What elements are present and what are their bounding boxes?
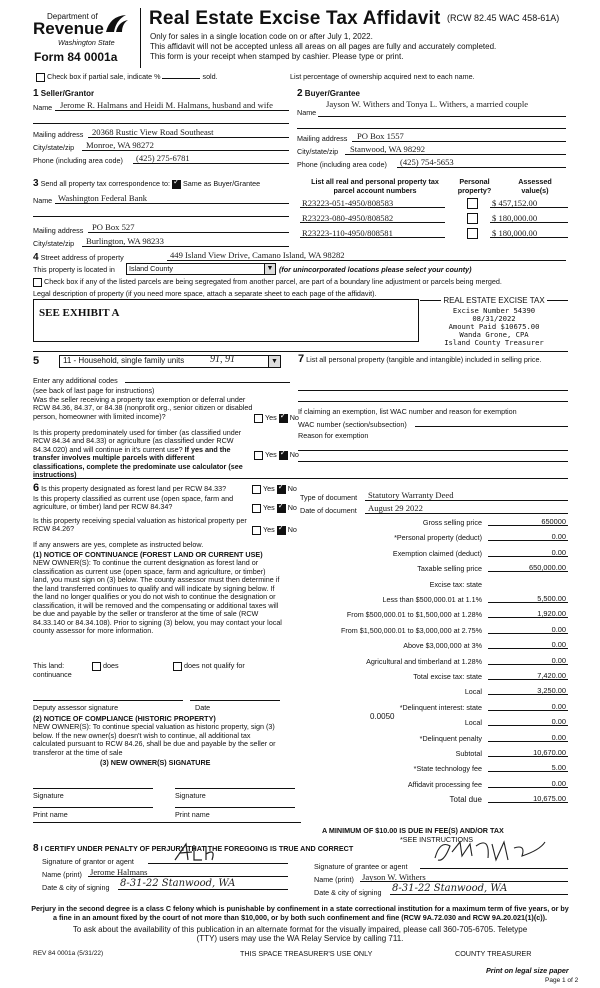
certification-statement: I CERTIFY UNDER PENALTY OF PERJURY THAT THE FOREGOING IS TRUE AND CORRECT: [40, 844, 354, 853]
parcel-number[interactable]: R23223-051-4950/808583: [302, 198, 394, 208]
doc-date-label: Date of document: [300, 506, 357, 515]
legal-label: Legal description of property (if you need more space, attach a separate sheet to each page of the affidavit).: [33, 289, 377, 298]
same-as-buyer-label: Same as Buyer/Grantee: [183, 179, 261, 188]
alt-format-note-1: To ask about the availability of this publication in an alternate format for the visually impaired, please call 360-705-6705. Teletype: [72, 925, 528, 934]
rcw-ref: (RCW 82.45 WAC 458-61A): [447, 13, 560, 23]
personal-property-checkbox[interactable]: [467, 198, 478, 209]
owner-print-label-1: Print name: [33, 810, 68, 819]
header-line-3: This form is your receipt when stamped by cashier. Please type or print.: [150, 52, 404, 61]
timber-no-checkbox[interactable]: [279, 451, 288, 460]
tax-calc-value[interactable]: 650000: [541, 517, 566, 526]
continuance-label: continuance: [33, 670, 72, 679]
tax-calc-value[interactable]: 0.00: [551, 732, 566, 742]
partial-sale-checkbox[interactable]: [36, 73, 45, 82]
uninc-note: (for unincorporated locations please select your county): [279, 265, 472, 274]
grantee-print-label: Name (print): [314, 875, 354, 884]
perjury-note-2: a fine in an amount fixed by the court of not more than $10,000, or by both such confinement and fine (RCW 9A.72.030 and RCW 9A.20.021(1)(c)).: [52, 913, 548, 922]
doc-type-label: Type of document: [300, 493, 358, 502]
revision-label: REV 84 0001a (5/31/22): [33, 950, 104, 957]
grantee-date-city[interactable]: 8-31-22 Stanwood, WA: [392, 883, 508, 894]
tax-calc-label: Total excise tax: state: [413, 672, 482, 681]
stamp-title: REAL ESTATE EXCISE TAX: [443, 296, 545, 305]
land-use-code-value: 11 - Household, single family units: [63, 356, 185, 365]
current-use-question: Is this property classified as current use (open space, farm and agriculture, or timber) land per RCW 84.34?: [33, 494, 234, 512]
buyer-mail[interactable]: PO Box 1557: [357, 131, 404, 141]
tax-calc-label: Less than $500,000.01 at 1.1%: [382, 595, 482, 604]
deputy-sig-label: Deputy assessor signature: [33, 703, 119, 712]
exemption-question: Was the seller receiving a property tax exemption or deferral under RCW 84.36, 84.37, or 84.38 (nonprofit org., senior citizen or disabled person, homeowner with limited income)?: [33, 395, 253, 421]
taxcorr-mail[interactable]: PO Box 527: [92, 222, 135, 232]
perjury-note-1: Perjury in the second degree is a class C felony which is punishable by confinement in a state correctional institution for a maximum term of five years, or by: [31, 904, 569, 913]
chevron-down-icon[interactable]: ▼: [264, 264, 275, 274]
historic-yes-checkbox[interactable]: [252, 526, 261, 535]
tax-calc-value[interactable]: 0.00: [551, 547, 566, 557]
tax-calc-value[interactable]: 5.00: [551, 763, 566, 773]
tax-calc-label: *Personal property (deduct): [394, 533, 482, 543]
stamp-office: Island County Treasurer: [444, 338, 544, 347]
street-label: Street address of property: [40, 253, 124, 262]
tax-calc-label: Local: [464, 718, 482, 728]
doc-type[interactable]: Statutory Warranty Deed: [368, 490, 454, 500]
same-as-buyer-checkbox[interactable]: [172, 180, 181, 189]
deputy-date-label: Date: [195, 703, 211, 712]
grantor-date-label: Date & city of signing: [42, 883, 110, 892]
personal-property-checkbox[interactable]: [467, 228, 478, 239]
treasurer-stamp: [420, 296, 568, 350]
taxcorr-name-label: Name: [33, 196, 53, 205]
parcel-number[interactable]: R23223-080-4950/808582: [302, 213, 394, 223]
buyer-mail-label: Mailing address: [297, 134, 348, 143]
grantor-signature-graphic: [172, 842, 232, 864]
timber-question: Is this property predominately used for timber (as classified under RCW 84.34 and 84.33) or agriculture (as classified under RCW 84.34.020) and will continue in it's current use?: [33, 428, 242, 454]
ownership-note: List percentage of ownership acquired next to each name.: [290, 72, 475, 81]
assessed-col-header: Assessed value(s): [518, 177, 552, 195]
forest-question: Is this property designated as forest land per RCW 84.33?: [41, 484, 227, 493]
seller-mail-label: Mailing address: [33, 130, 84, 139]
tax-calc-value[interactable]: 650,000.00: [529, 563, 566, 573]
tax-calc-label: From $500,000.01 to $1,500,000 at 1.28%: [346, 610, 482, 620]
forest-yes-checkbox[interactable]: [252, 485, 261, 494]
taxcorr-name[interactable]: Washington Federal Bank: [58, 193, 148, 203]
seller-phone[interactable]: (425) 275-6781: [136, 153, 190, 163]
tax-calc-value[interactable]: 0.00: [551, 778, 566, 788]
assessed-value[interactable]: $ 180,000.00: [492, 213, 538, 223]
treasurer-space-label: THIS SPACE TREASURER'S USE ONLY: [240, 949, 373, 958]
chevron-down-icon[interactable]: ▼: [268, 356, 280, 367]
see-instructions-note: *SEE INSTRUCTIONS: [400, 835, 474, 844]
grantor-sig-label: Signature of grantor or agent: [42, 857, 134, 866]
taxcorr-city[interactable]: Burlington, WA 98233: [86, 236, 164, 246]
segregate-label: Check box if any of the listed parcels are being segregated from another parcel, are part of a boundary line adjustment or parcels being merged.: [44, 277, 502, 286]
form-title: Real Estate Excise Tax Affidavit: [149, 8, 441, 29]
buyer-heading: Buyer/Grantee: [304, 89, 360, 98]
tax-calc-label: Agricultural and timberland at 1.28%: [366, 656, 482, 666]
grantee-print-name[interactable]: Jayson W. Withers: [362, 872, 426, 882]
tax-calc-label: Taxable selling price: [417, 564, 482, 574]
tax-calc-value[interactable]: 0.00: [551, 532, 566, 542]
new-owner-sig-heading: (3) NEW OWNER(S) SIGNATURE: [100, 758, 211, 767]
compliance-heading: (2) NOTICE OF COMPLIANCE (HISTORIC PROPERTY): [33, 714, 216, 723]
tax-calc-value[interactable]: 1,920.00: [537, 609, 566, 619]
page-number: Page 1 of 2: [545, 977, 579, 984]
tax-calc-label: Total due: [449, 795, 482, 805]
seller-mail[interactable]: 20368 Rustic View Road Southeast: [92, 127, 214, 137]
local-rate: 0.0050: [370, 712, 395, 721]
grantee-sig-label: Signature of grantee or agent: [314, 862, 408, 871]
tax-calc-label: *State technology fee: [413, 764, 482, 774]
personal-col-header: Personal property?: [457, 177, 492, 195]
current-use-yes-checkbox[interactable]: [252, 504, 261, 513]
tax-calc-label: Above $3,000,000 at 3%: [403, 641, 482, 651]
tax-calc-value[interactable]: 0.00: [551, 624, 566, 634]
legal-size-note: Print on legal size paper: [486, 966, 569, 975]
seller-name[interactable]: Jerome R. Halmans and Heidi M. Halmans, husband and wife: [60, 100, 273, 110]
tax-calc-label: Excise tax: state: [429, 579, 482, 589]
parcel-number[interactable]: R23223-110-4950/808581: [302, 228, 393, 238]
tax-calc-value[interactable]: 0.00: [551, 640, 566, 650]
personal-property-label: List all personal property (tangible and intangible) included in selling price.: [306, 355, 542, 364]
state-label: Washington State: [58, 38, 115, 47]
owner-print-label-2: Print name: [175, 810, 210, 819]
buyer-phone-label: Phone (including area code): [297, 160, 387, 169]
tax-calc-label: *Delinquent penalty: [419, 733, 482, 743]
if-yes-note: If any answers are yes, complete as instructed below.: [33, 540, 204, 549]
does-checkbox[interactable]: [92, 662, 101, 671]
buyer-city-label: City/state/zip: [297, 147, 339, 156]
taxcorr-mail-label: Mailing address: [33, 226, 84, 235]
land-use-code-select[interactable]: [59, 355, 281, 368]
tax-calc-label: Gross selling price: [422, 518, 482, 527]
stamp-amount: Amount Paid $10675.00: [448, 322, 540, 331]
tax-calc-label: Local: [464, 687, 482, 697]
grantee-signature-graphic: [430, 838, 550, 866]
tax-calc-value[interactable]: 10,670.00: [533, 748, 566, 757]
seller-city[interactable]: Monroe, WA 98272: [86, 140, 154, 150]
tax-calc-label: Subtotal: [455, 749, 482, 758]
historic-question: Is this property receiving special valuation as historical property per RCW 84.26?: [33, 516, 247, 534]
tax-calc-value[interactable]: 0.00: [551, 701, 566, 711]
tax-calc-label: Affidavit processing fee: [407, 779, 482, 789]
revenue-logo-icon: [104, 12, 130, 34]
seller-phone-label: Phone (including area code): [33, 156, 123, 165]
timber-instructions: If yes and the transfer involves multiple parcels with different classifications, complete the predominate use calculator (see instructions): [33, 444, 243, 480]
header-line-1: Only for sales in a single location code on or after July 1, 2022.: [150, 32, 373, 41]
exemption-yes-checkbox[interactable]: [254, 414, 263, 423]
doc-date[interactable]: August 29 2022: [368, 503, 423, 513]
county-treasurer-label: COUNTY TREASURER: [455, 949, 532, 958]
current-use-no-checkbox[interactable]: [277, 504, 286, 513]
county-select[interactable]: [126, 263, 276, 275]
taxcorr-city-label: City/state/zip: [33, 239, 75, 248]
personal-property-checkbox[interactable]: [467, 213, 478, 224]
buyer-phone[interactable]: (425) 754-5653: [400, 157, 454, 167]
seller-name-label: Name: [33, 103, 53, 112]
buyer-name[interactable]: Jayson W. Withers and Tonya L. Withers, a married couple: [326, 99, 529, 109]
seller-city-label: City/state/zip: [33, 143, 75, 152]
tax-calc-value[interactable]: 0.00: [551, 717, 566, 727]
timber-yes-checkbox[interactable]: [254, 451, 263, 460]
dept-label: Department of: [47, 12, 98, 21]
partial-sale-row: Check box if partial sale, indicate % sold.: [36, 72, 218, 82]
tax-calc-value[interactable]: 0.00: [551, 655, 566, 665]
stamp-date: 08/31/2022: [472, 314, 516, 323]
this-land-label: This land:: [33, 661, 65, 670]
alt-format-note-2: (TTY) users may use the WA Relay Service by calling 711.: [196, 934, 404, 943]
additional-codes-handwritten: 91, 91: [210, 354, 235, 365]
segregate-checkbox[interactable]: [33, 278, 42, 287]
grantor-date-city[interactable]: 8-31-22 Stanwood, WA: [120, 878, 236, 889]
tax-calc-label: From $1,500,000.01 to $3,000,000 at 2.75%: [340, 625, 482, 635]
minimum-notice: A MINIMUM OF $10.00 IS DUE IN FEE(S) AND/OR TAX: [322, 826, 504, 835]
owner-sig-label-2: Signature: [175, 791, 206, 800]
forest-no-checkbox[interactable]: [277, 485, 286, 494]
continuance-heading: (1) NOTICE OF CONTINUANCE (FOREST LAND OR CURRENT USE): [33, 550, 263, 559]
tax-calc-value[interactable]: 7,420.00: [537, 671, 566, 680]
tax-calc-value[interactable]: 3,250.00: [537, 686, 566, 696]
grantor-print-name[interactable]: Jerome Halmans: [90, 867, 148, 877]
continuance-text: NEW OWNER(S): To continue the current designation as forest land or classification as current use (open space, farm and agriculture, or timber) land, you must sign on (3) below. The county assessor must then determine if the land transferred continues to qualify and will indicate by signing below. If the land no longer qualifies or you do not wish to continue the designation or classification, it will be removed and the compensating or additional taxes will be due and payable by the seller or transferor at the time of sale (RCW 84.33.140 or 84.34.108). Prior to signing (3) below, you may contact your local county assessor for more information.: [33, 558, 282, 635]
buyer-city[interactable]: Stanwood, WA 98292: [350, 144, 426, 154]
form-number: Form 84 0001a: [34, 50, 118, 64]
exemption-no-checkbox[interactable]: [279, 414, 288, 423]
exemption-label: If claiming an exemption, list WAC number and reason for exemption: [298, 407, 517, 416]
does-not-checkbox[interactable]: [173, 662, 182, 671]
stamp-excise-number: Excise Number 54390: [452, 306, 536, 315]
property-street[interactable]: 449 Island View Drive, Camano Island, WA 98282: [170, 250, 345, 260]
tax-calc-value[interactable]: 10,675.00: [533, 794, 566, 804]
tax-calc-value[interactable]: 5,500.00: [537, 594, 566, 603]
seller-heading: Seller/Grantor: [40, 89, 95, 98]
assessed-value[interactable]: $ 457,152.00: [492, 198, 538, 208]
county-value: Island County: [129, 264, 173, 273]
stamp-officer: Wanda Grone, CPA: [459, 330, 529, 339]
grantor-print-label: Name (print): [42, 870, 82, 879]
agency-logo-text: Revenue: [33, 19, 104, 38]
owner-sig-label-1: Signature: [33, 791, 64, 800]
buyer-name-label: Name: [297, 108, 317, 117]
compliance-text: NEW OWNER(S): To continue special valuation as historic property, sign (3) below. If the new owner(s) doesn't wish to continue, all additional tax calculated pursuant to RCW 84.26, shall be due and payable by the seller or transferor at the time of sale: [33, 722, 276, 757]
header-line-2: This affidavit will not be accepted unless all areas on all pages are fully and accurately completed.: [150, 42, 497, 51]
located-label: This property is located in: [33, 265, 115, 274]
wac-label: WAC number (section/subsection): [298, 420, 407, 429]
assessed-value[interactable]: $ 180,000.00: [492, 228, 538, 238]
addl-codes-label: Enter any additional codes: [33, 376, 118, 385]
tax-calc-label: Exemption claimed (deduct): [392, 548, 482, 558]
parcel-col-header: List all real and personal property tax parcel account numbers: [311, 177, 439, 195]
see-instructions: (see back of last page for instructions): [33, 386, 155, 395]
historic-no-checkbox[interactable]: [277, 526, 286, 535]
legal-description-box[interactable]: [33, 299, 419, 342]
legal-description: SEE EXHIBIT A: [39, 307, 120, 319]
reason-label: Reason for exemption: [298, 431, 369, 440]
tax-calc-label: *Delinquent interest: state: [399, 702, 482, 712]
grantee-date-label: Date & city of signing: [314, 888, 382, 897]
taxcorr-heading: Send all property tax correspondence to:: [40, 179, 171, 188]
